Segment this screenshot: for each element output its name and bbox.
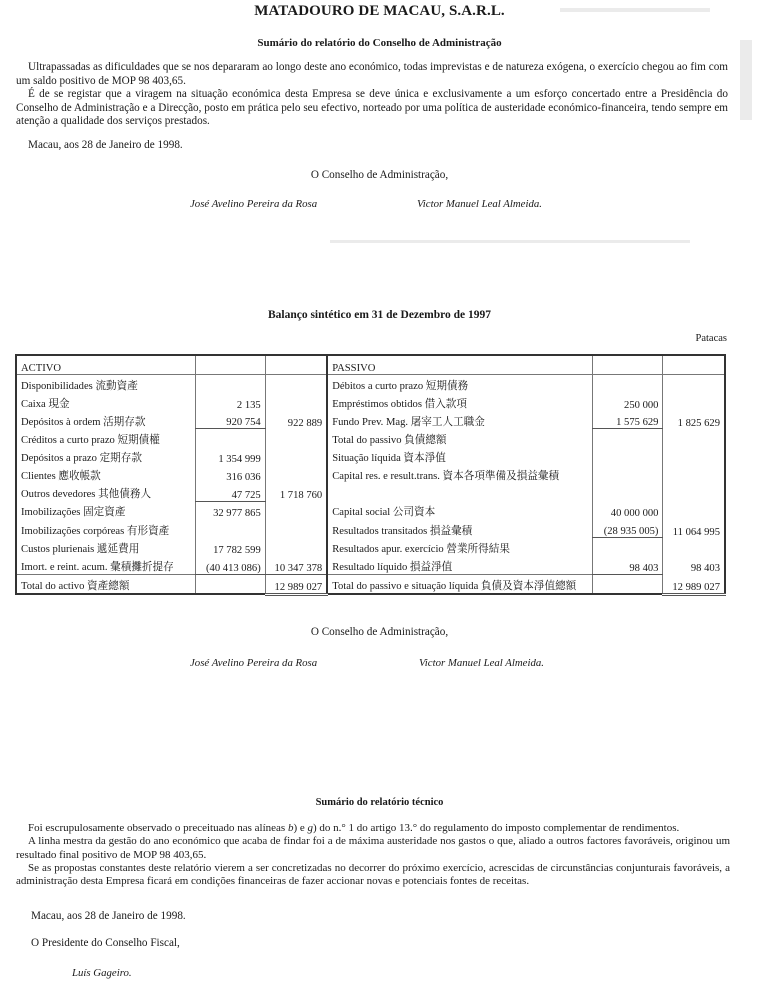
company-title: MATADOURO DE MACAU, S.A.R.L. [254, 3, 505, 19]
technical-report-date: Macau, aos 28 de Janeiro de 1998. [31, 910, 186, 922]
balance-sheet-table [15, 354, 726, 596]
table-row [16, 538, 725, 556]
signature-rosa: José Avelino Pereira da Rosa [190, 198, 318, 210]
passivo-label: Empréstimos obtidos 借入款項 [327, 393, 592, 411]
activo-value: 2 135 [196, 393, 265, 411]
passivo-label: Total do passivo e situação líquida 負債及資本淨值總額 [327, 574, 592, 594]
activo-label: Depósitos a prazo 定期存款 [21, 452, 142, 464]
activo-subtotal [265, 393, 327, 411]
board-paragraph: É de se registar que a viragem na situação económica desta Empresa se deve única e exclusivamente a um esforço concertado entre a Presidência do Conselho de Administração e a Direcção, posto em prática pelo seu efectivo, norteado por uma política de austeridade económico-financeira, tendo sempre em atenção a qualidade dos serviços prestados. [16, 88, 728, 128]
signature-almeida: Victor Manuel Leal Almeida. [417, 198, 542, 210]
table-header-row [16, 355, 725, 375]
activo-subtotal: 12 989 027 [265, 574, 327, 594]
passivo-value [592, 465, 663, 483]
passivo-label: Total do passivo 負債總額 [327, 429, 592, 447]
activo-label: Outros devedores 其他債務人 [21, 489, 152, 501]
balance-title: Balanço sintético em 31 de Dezembro de 1997 [267, 309, 492, 321]
activo-value: 316 036 [196, 465, 265, 483]
passivo-subtotal [663, 501, 725, 519]
board-report-body [16, 61, 728, 129]
table-row [16, 393, 725, 411]
activo-value [196, 574, 265, 594]
technical-paragraph: A linha mestra da gestão do ano económico que acaba de findar foi a de máxima austeridade nos gastos o que, aliado a outros factores favoráveis, originou um resultado final positivo de MOP 98 403,65. [16, 835, 730, 861]
passivo-value [592, 429, 663, 447]
table-row [16, 429, 725, 447]
table-row [16, 483, 725, 501]
activo-subtotal [265, 447, 327, 465]
activo-label: Disponibilidades 流動資產 [21, 380, 138, 392]
activo-subtotal: 10 347 378 [265, 556, 327, 574]
technical-paragraph: Foi escrupulosamente observado o preceituado nas alíneas b) e g) do n.° 1 do artigo 13.° do regulamento do imposto complementar de rendimentos. [28, 822, 680, 834]
activo-subtotal [265, 429, 327, 447]
table-row [16, 411, 725, 429]
activo-value: 17 782 599 [196, 538, 265, 556]
passivo-label: Fundo Prev. Mag. 屠宰工人工職金 [327, 411, 592, 429]
activo-value [196, 519, 265, 537]
passivo-subtotal [663, 465, 725, 483]
activo-value: 920 754 [196, 411, 265, 429]
passivo-value [592, 538, 663, 556]
passivo-subtotal: 12 989 027 [663, 574, 725, 594]
signature-gageiro: Luís Gageiro. [72, 967, 132, 979]
passivo-value: 250 000 [592, 393, 663, 411]
passivo-label: Resultado líquido 損益淨值 [327, 556, 592, 574]
activo-subtotal: 922 889 [265, 411, 327, 429]
passivo-value [592, 574, 663, 594]
activo-subtotal [265, 538, 327, 556]
scan-artifact [330, 240, 690, 243]
passivo-subtotal [663, 375, 725, 393]
passivo-label: Situação líquida 資本淨值 [327, 447, 592, 465]
passivo-subtotal [663, 429, 725, 447]
table-row [16, 519, 725, 537]
passivo-label: Capital res. e result.trans. 資本各項準備及損益彙積 [327, 465, 592, 483]
passivo-value: (28 935 005) [592, 519, 663, 537]
passivo-subtotal: 98 403 [663, 556, 725, 574]
table-row [16, 465, 725, 483]
activo-value [196, 375, 265, 393]
activo-subtotal [265, 465, 327, 483]
passivo-header: PASSIVO [327, 355, 592, 375]
passivo-value [592, 375, 663, 393]
activo-subtotal [265, 501, 327, 519]
activo-label: Clientes 應收帳款 [21, 470, 101, 482]
passivo-label: Resultados transitados 損益彙積 [327, 519, 592, 537]
passivo-subtotal: 1 825 629 [663, 411, 725, 429]
passivo-value: 1 575 629 [592, 411, 663, 429]
passivo-label: Resultados apur. exercício 營業所得結果 [327, 538, 592, 556]
activo-label: Créditos a curto prazo 短期債權 [21, 435, 160, 447]
board-paragraph: Ultrapassadas as dificuldades que se nos depararam ao longo deste ano económico, todas imprevistas e de natureza exógena, o exercício chegou ao fim com um saldo positivo de MOP 98 403,65. [16, 61, 728, 87]
activo-value: 47 725 [196, 483, 265, 501]
activo-subtotal [265, 519, 327, 537]
board-report-title: Sumário do relatório do Conselho de Administração [257, 37, 502, 49]
passivo-label: Capital social 公司資本 [327, 501, 592, 519]
passivo-subtotal [663, 393, 725, 411]
passivo-value: 98 403 [592, 556, 663, 574]
passivo-value [592, 447, 663, 465]
activo-label: Imobilizações 固定資產 [21, 507, 126, 519]
currency-label: Patacas [695, 333, 727, 344]
balance-signatory-body: O Conselho de Administração, [310, 626, 449, 638]
activo-subtotal [265, 375, 327, 393]
passivo-label [327, 483, 592, 501]
activo-label: Imobilizações corpóreas 有形資產 [21, 525, 170, 537]
technical-paragraph: Se as propostas constantes deste relatório vierem a ser concretizadas no decorrer do próximo exercício, acrescidas de circunstâncias conjunturais favoráveis, a administração desta Empresa ficará em condições financeiras de fazer accionar novas e potenciais fontes de receitas. [16, 861, 730, 888]
board-report-date: Macau, aos 28 de Janeiro de 1998. [28, 139, 183, 151]
table-row [16, 447, 725, 465]
balance-signature-rosa: José Avelino Pereira da Rosa [190, 657, 318, 669]
table-row [16, 501, 725, 519]
activo-label: Imort. e reint. acum. 彙積攤折提存 [21, 561, 174, 573]
scan-artifact [740, 40, 752, 120]
activo-label: Total do activo 資產總額 [16, 574, 196, 594]
activo-value: 1 354 999 [196, 447, 265, 465]
passivo-subtotal [663, 483, 725, 501]
balance-signature-almeida: Victor Manuel Leal Almeida. [419, 657, 544, 669]
passivo-value: 40 000 000 [592, 501, 663, 519]
passivo-subtotal [663, 538, 725, 556]
activo-label: Depósitos à ordem 活期存款 [21, 416, 146, 428]
passivo-subtotal [663, 447, 725, 465]
table-row [16, 375, 725, 393]
passivo-value [592, 483, 663, 501]
table-row [16, 556, 725, 574]
technical-report-title: Sumário do relatório técnico [315, 797, 444, 808]
passivo-subtotal: 11 064 995 [663, 519, 725, 537]
passivo-label: Débitos a curto prazo 短期債務 [327, 375, 592, 393]
technical-signatory-role: O Presidente do Conselho Fiscal, [31, 937, 180, 949]
activo-label: Custos plurienais 遞延費用 [21, 543, 140, 555]
technical-report-body [16, 822, 730, 888]
activo-label: Caixa 現金 [21, 398, 70, 410]
activo-subtotal: 1 718 760 [265, 483, 327, 501]
activo-value [196, 429, 265, 447]
board-signatory-body: O Conselho de Administração, [310, 169, 449, 181]
activo-value: 32 977 865 [196, 501, 265, 519]
activo-header: ACTIVO [16, 355, 196, 375]
table-row [16, 574, 725, 594]
activo-value: (40 413 086) [196, 556, 265, 574]
